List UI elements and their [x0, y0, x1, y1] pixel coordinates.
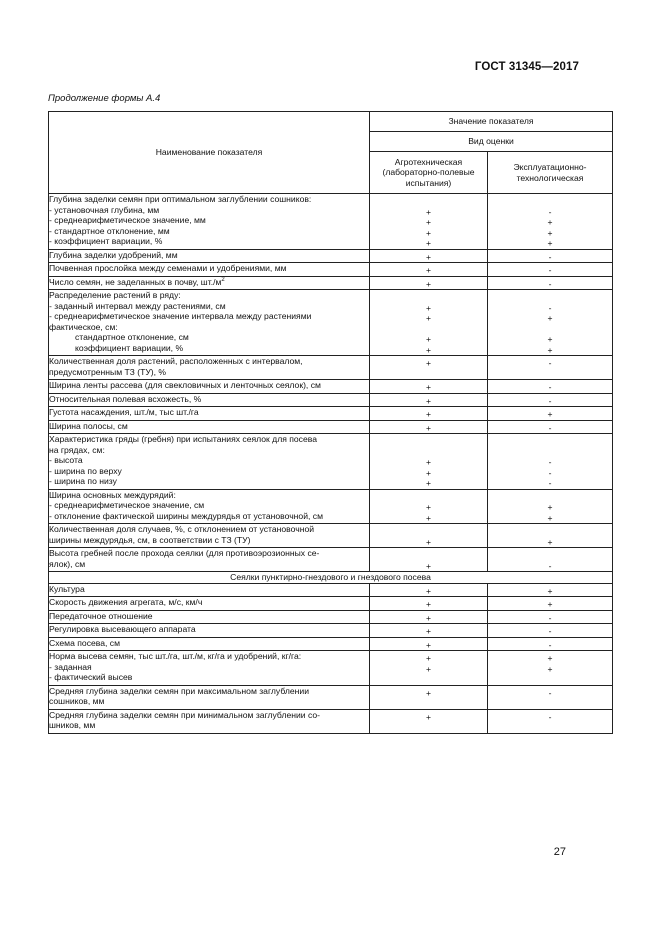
indicator-line [49, 696, 369, 707]
section-title: Сеялки пунктирно-гнездового и гнездового посева [49, 572, 613, 584]
indicator-text: - фактический высев [49, 672, 133, 682]
assessment-mark [488, 722, 612, 733]
agro-mark-cell [370, 420, 488, 434]
assessment-mark [370, 436, 487, 447]
indicator-text: на грядах, см: [49, 444, 105, 455]
assessment-mark: + [425, 585, 432, 596]
indicator-line [49, 394, 369, 405]
indicator-text: - установочная глубина, мм [49, 204, 160, 215]
indicator-name [49, 624, 370, 638]
assessment-mark: + [425, 217, 432, 227]
indicator-text: - ширина по верху [49, 465, 122, 476]
indicator-line [49, 524, 369, 535]
col-header-kind: Вид оценки [370, 132, 613, 152]
col-header-exploit [488, 152, 613, 194]
indicator-line [49, 500, 369, 511]
indicator-line [49, 710, 369, 721]
col-header-exploit-text: Эксплуатационно-технологическая [513, 162, 587, 183]
assessment-mark: + [425, 653, 432, 663]
indicator-line [49, 490, 369, 501]
agro-mark-cell [370, 524, 488, 548]
assessment-mark: - [548, 560, 552, 571]
indicator-name [49, 489, 370, 524]
assessment-mark: + [547, 653, 553, 663]
table-row [49, 489, 613, 524]
indicator-text: Передаточное отношение [49, 610, 153, 621]
agro-mark-cell [370, 276, 488, 290]
assessment-mark: - [548, 639, 552, 650]
assessment-mark: + [425, 626, 432, 636]
assessment-mark: + [425, 278, 432, 289]
indicator-line [49, 332, 369, 343]
assessment-mark: - [548, 626, 552, 636]
indicator-text: - среднеарифметическое значение, мм [49, 215, 206, 225]
indicator-line [49, 535, 369, 546]
assessment-mark [370, 292, 487, 303]
table-row [49, 290, 613, 356]
indicator-text: - ширина по низу [49, 476, 117, 486]
indicator-text: Глубина заделки удобрений, мм [49, 249, 178, 260]
exploit-mark-cell [488, 420, 613, 434]
assessment-mark: - [548, 478, 552, 488]
assessment-mark: - [548, 251, 552, 262]
col-header-agro-text: Агротехническая (лабораторно-полевые испытания) [382, 156, 475, 188]
exploit-mark-cell [488, 276, 613, 290]
agro-mark-cell [370, 434, 488, 490]
agro-mark-cell [370, 194, 488, 250]
table-row [49, 276, 613, 290]
indicator-line [49, 356, 369, 367]
table-row [49, 548, 613, 572]
indicator-line [49, 380, 369, 391]
assessment-mark [370, 196, 487, 207]
assessment-mark: + [425, 238, 432, 248]
agro-mark-cell [370, 597, 488, 611]
table-row [49, 651, 613, 686]
indicator-name [49, 685, 370, 709]
indicator-text: стандартное отклонение, см [75, 332, 189, 342]
indicator-line [49, 263, 369, 274]
indicator-text: шников, мм [49, 720, 96, 730]
assessment-mark: + [425, 478, 432, 488]
assessment-mark [370, 526, 487, 537]
indicator-line [49, 367, 369, 378]
indicator-line [49, 343, 369, 354]
assessment-mark: + [425, 639, 432, 650]
indicator-text: Регулировка высевающего аппарата [49, 624, 196, 634]
indicator-text: ялок), см [49, 558, 86, 569]
indicator-line [49, 686, 369, 697]
exploit-mark-cell [488, 709, 613, 733]
indicator-text: коэффициент вариации, % [75, 342, 184, 353]
indicator-name [49, 597, 370, 611]
indicator-text: сошников, мм [49, 696, 105, 706]
exploit-mark-cell [488, 263, 613, 277]
indicator-text: Количественная доля растений, расположенных с интервалом, [49, 356, 303, 366]
indicator-text: - коэффициент вариации, % [49, 236, 163, 246]
col-header-name: Наименование показателя [49, 112, 370, 194]
indicator-name [49, 709, 370, 733]
assessment-mark: + [425, 395, 432, 406]
indicator-text: Норма высева семян, тыс шт./га, шт./м, кг/га и удобрений, кг/га: [49, 651, 302, 661]
indicator-line [49, 407, 369, 418]
table-row [49, 380, 613, 394]
assessment-mark: + [425, 358, 432, 368]
indicator-name [49, 249, 370, 263]
indicator-text: предусмотренным ТЗ (ТУ), % [49, 366, 167, 377]
assessment-mark [370, 369, 487, 380]
agro-mark-cell [370, 393, 488, 407]
assessment-mark: - [548, 206, 552, 217]
assessment-mark: + [425, 711, 432, 722]
assessment-mark: + [425, 422, 432, 433]
agro-mark-cell [370, 263, 488, 277]
indicator-line [49, 720, 369, 731]
exploit-mark-cell [488, 434, 613, 490]
assessment-mark [370, 447, 487, 458]
assessment-mark [488, 436, 612, 447]
indicator-text: Ширина основных междурядий: [49, 489, 176, 500]
agro-mark-cell [370, 651, 488, 686]
table-row [49, 420, 613, 434]
indicator-line [49, 421, 369, 432]
assessment-mark: - [548, 265, 552, 275]
indicator-line [49, 611, 369, 622]
assessment-mark: - [548, 382, 552, 392]
assessment-mark: + [547, 585, 553, 596]
indicator-text: Относительная полевая всхожесть, % [49, 393, 202, 404]
indicator-text: - высота [49, 455, 83, 465]
indicator-line [49, 651, 369, 662]
table-row [49, 709, 613, 733]
exploit-mark-cell [488, 610, 613, 624]
assessment-mark: + [547, 344, 553, 355]
assessment-mark [488, 369, 612, 380]
assessment-mark: - [548, 358, 552, 368]
indicator-name [49, 407, 370, 421]
indicator-text: Распределение растений в ряду: [49, 290, 181, 300]
indicator-line [49, 476, 369, 487]
table-row [49, 194, 613, 250]
assessment-mark: + [547, 238, 553, 248]
indicator-line [49, 511, 369, 522]
indicator-name [49, 583, 370, 597]
col-header-agro [370, 152, 488, 194]
assessment-mark: + [425, 409, 432, 419]
indicator-line [49, 584, 369, 595]
agro-mark-cell [370, 709, 488, 733]
exploit-mark-cell [488, 407, 613, 421]
assessment-mark [488, 447, 612, 458]
assessment-mark: + [547, 334, 553, 344]
agro-mark-cell [370, 685, 488, 709]
assessment-mark: - [548, 302, 552, 313]
assessment-mark: - [548, 687, 552, 698]
assessment-mark [370, 722, 487, 733]
assessment-mark [488, 292, 612, 303]
assessment-mark: - [548, 422, 552, 433]
col-header-value: Значение показателя [370, 112, 613, 132]
indicator-name [49, 524, 370, 548]
indicator-line [49, 548, 369, 559]
exploit-mark-cell [488, 685, 613, 709]
assessment-mark: - [548, 711, 552, 722]
assessment-mark: + [425, 302, 432, 313]
indicator-line [49, 290, 369, 301]
assessment-mark: + [425, 382, 432, 392]
agro-mark-cell [370, 380, 488, 394]
assessment-mark: - [548, 278, 552, 289]
indicator-name [49, 263, 370, 277]
indicator-line [49, 662, 369, 673]
indicator-line [49, 466, 369, 477]
indicator-text: Густота насаждения, шт./м, тыс шт./га [49, 407, 199, 417]
indicator-text: - отклонение фактической ширины междурядья от установочной, см [49, 510, 323, 521]
table-row [49, 356, 613, 380]
exploit-mark-cell [488, 249, 613, 263]
indicator-name [49, 637, 370, 651]
table-row [49, 637, 613, 651]
indicator-text: фактическое, см: [49, 321, 118, 332]
assessment-mark: + [547, 536, 553, 547]
agro-mark-cell [370, 637, 488, 651]
assessment-mark [370, 698, 487, 709]
assessment-mark: + [425, 663, 432, 674]
document-header: ГОСТ 31345—2017 [474, 61, 579, 73]
assessment-mark: - [548, 612, 552, 623]
indicator-text: Средняя глубина заделки семян при минимальном заглублении со- [49, 709, 321, 720]
indicator-text: ширины междурядья, см, в соответствии с ТЗ (ТУ) [49, 534, 251, 545]
agro-mark-cell [370, 249, 488, 263]
assessment-mark [370, 674, 487, 685]
exploit-mark-cell [488, 583, 613, 597]
indicator-name [49, 610, 370, 624]
assessment-mark [370, 550, 487, 561]
indicator-text: Ширина полосы, см [49, 420, 128, 431]
indicator-text: - заданный интервал между растениями, см [49, 300, 226, 311]
table-row [49, 434, 613, 490]
indicator-text: Глубина заделки семян при оптимальном заглублении сошников: [49, 194, 312, 204]
agro-mark-cell [370, 548, 488, 572]
assessment-mark: + [425, 502, 432, 512]
assessment-mark: + [425, 265, 432, 275]
table-row [49, 624, 613, 638]
indicator-text: Скорость движения агрегата, м/с, км/ч [49, 597, 203, 607]
table-row [49, 524, 613, 548]
page-number: 27 [553, 846, 566, 858]
assessment-mark [488, 550, 612, 561]
assessment-mark [370, 324, 487, 335]
indicator-text: Схема посева, см [49, 637, 120, 648]
assessment-mark: + [425, 457, 432, 467]
agro-mark-cell [370, 407, 488, 421]
table-row [49, 685, 613, 709]
indicator-line [49, 455, 369, 466]
assessment-mark: - [548, 467, 552, 478]
indicator-table [48, 111, 613, 734]
indicator-line [49, 301, 369, 312]
agro-mark-cell [370, 489, 488, 524]
indicator-text: - среднеарифметическое значение, см [49, 500, 205, 510]
indicator-text: Культура [49, 583, 85, 594]
indicator-line [49, 597, 369, 608]
indicator-text: - заданная [49, 661, 92, 672]
indicator-text: Почвенная прослойка между семенами и удобрениями, мм [49, 263, 287, 273]
indicator-text: Число семян, не заделанных в почву, шт./м [49, 276, 222, 287]
assessment-mark: + [547, 512, 553, 523]
assessment-mark: + [547, 313, 553, 323]
indicator-name [49, 651, 370, 686]
assessment-mark: + [547, 502, 553, 512]
agro-mark-cell [370, 610, 488, 624]
assessment-mark: + [547, 227, 553, 238]
exploit-mark-cell [488, 393, 613, 407]
agro-mark-cell [370, 624, 488, 638]
indicator-text: Характеристика гряды (гребня) при испытаниях сеялок для посева [49, 434, 318, 444]
indicator-line [49, 434, 369, 445]
agro-mark-cell [370, 356, 488, 380]
assessment-mark [370, 492, 487, 503]
indicator-line [49, 559, 369, 570]
assessment-mark [488, 196, 612, 207]
indicator-text: - среднеарифметическое значение интервала между растениями [49, 311, 312, 321]
indicator-text: Высота гребней после прохода сеялки (для противоэрозионных се- [49, 548, 320, 558]
assessment-mark [488, 324, 612, 335]
indicator-name [49, 420, 370, 434]
assessment-mark: + [425, 313, 432, 323]
indicator-line [49, 624, 369, 635]
indicator-line [49, 226, 369, 237]
assessment-mark: + [425, 612, 432, 623]
exploit-mark-cell [488, 489, 613, 524]
exploit-mark-cell [488, 624, 613, 638]
indicator-line [49, 236, 369, 247]
exploit-mark-cell [488, 290, 613, 356]
table-row [49, 610, 613, 624]
exploit-mark-cell [488, 651, 613, 686]
assessment-mark [488, 492, 612, 503]
assessment-mark: - [548, 457, 552, 467]
assessment-mark: + [425, 206, 432, 217]
indicator-name [49, 380, 370, 394]
assessment-mark: + [425, 536, 432, 547]
assessment-mark: + [425, 687, 432, 698]
indicator-name [49, 393, 370, 407]
indicator-line [49, 311, 369, 322]
assessment-mark: + [547, 663, 553, 674]
indicator-line [49, 250, 369, 261]
indicator-name [49, 356, 370, 380]
exploit-mark-cell [488, 637, 613, 651]
indicator-line [49, 194, 369, 205]
exploit-mark-cell [488, 548, 613, 572]
table-row [49, 249, 613, 263]
table-row [49, 263, 613, 277]
assessment-mark: + [425, 227, 432, 238]
assessment-mark: + [425, 560, 432, 571]
exploit-mark-cell [488, 356, 613, 380]
table-caption: Продолжение формы А.4 [48, 93, 161, 104]
assessment-mark: + [547, 599, 553, 609]
exploit-mark-cell [488, 194, 613, 250]
assessment-mark: + [425, 512, 432, 523]
indicator-line [49, 277, 369, 288]
indicator-name [49, 276, 370, 290]
indicator-line [49, 205, 369, 216]
indicator-line [49, 215, 369, 226]
indicator-line [49, 322, 369, 333]
assessment-mark: + [425, 344, 432, 355]
assessment-mark: + [425, 251, 432, 262]
indicator-name [49, 434, 370, 490]
table-row [49, 407, 613, 421]
section-row [49, 572, 613, 584]
assessment-mark [488, 674, 612, 685]
indicator-text: Ширина ленты рассева (для свекловичных и ленточных сеялок), см [49, 380, 321, 390]
assessment-mark: + [425, 334, 432, 344]
exploit-mark-cell [488, 380, 613, 394]
indicator-line [49, 445, 369, 456]
indicator-text: - стандартное отклонение, мм [49, 225, 170, 236]
indicator-name [49, 548, 370, 572]
assessment-mark: + [425, 467, 432, 478]
agro-mark-cell [370, 583, 488, 597]
table-row [49, 393, 613, 407]
table-row [49, 597, 613, 611]
indicator-text: Средняя глубина заделки семян при максимальном заглублении [49, 685, 309, 696]
indicator-line [49, 638, 369, 649]
indicator-text: Количественная доля случаев, %, с отклонением от установочной [49, 524, 315, 534]
indicator-line [49, 672, 369, 683]
assessment-mark: + [547, 409, 553, 419]
indicator-name [49, 290, 370, 356]
superscript: 2 [221, 276, 225, 283]
assessment-mark: - [548, 395, 552, 406]
assessment-mark [488, 526, 612, 537]
exploit-mark-cell [488, 524, 613, 548]
indicator-name [49, 194, 370, 250]
exploit-mark-cell [488, 597, 613, 611]
assessment-mark: + [425, 599, 432, 609]
table-row [49, 583, 613, 597]
agro-mark-cell [370, 290, 488, 356]
assessment-mark [488, 698, 612, 709]
assessment-mark: + [547, 217, 553, 227]
